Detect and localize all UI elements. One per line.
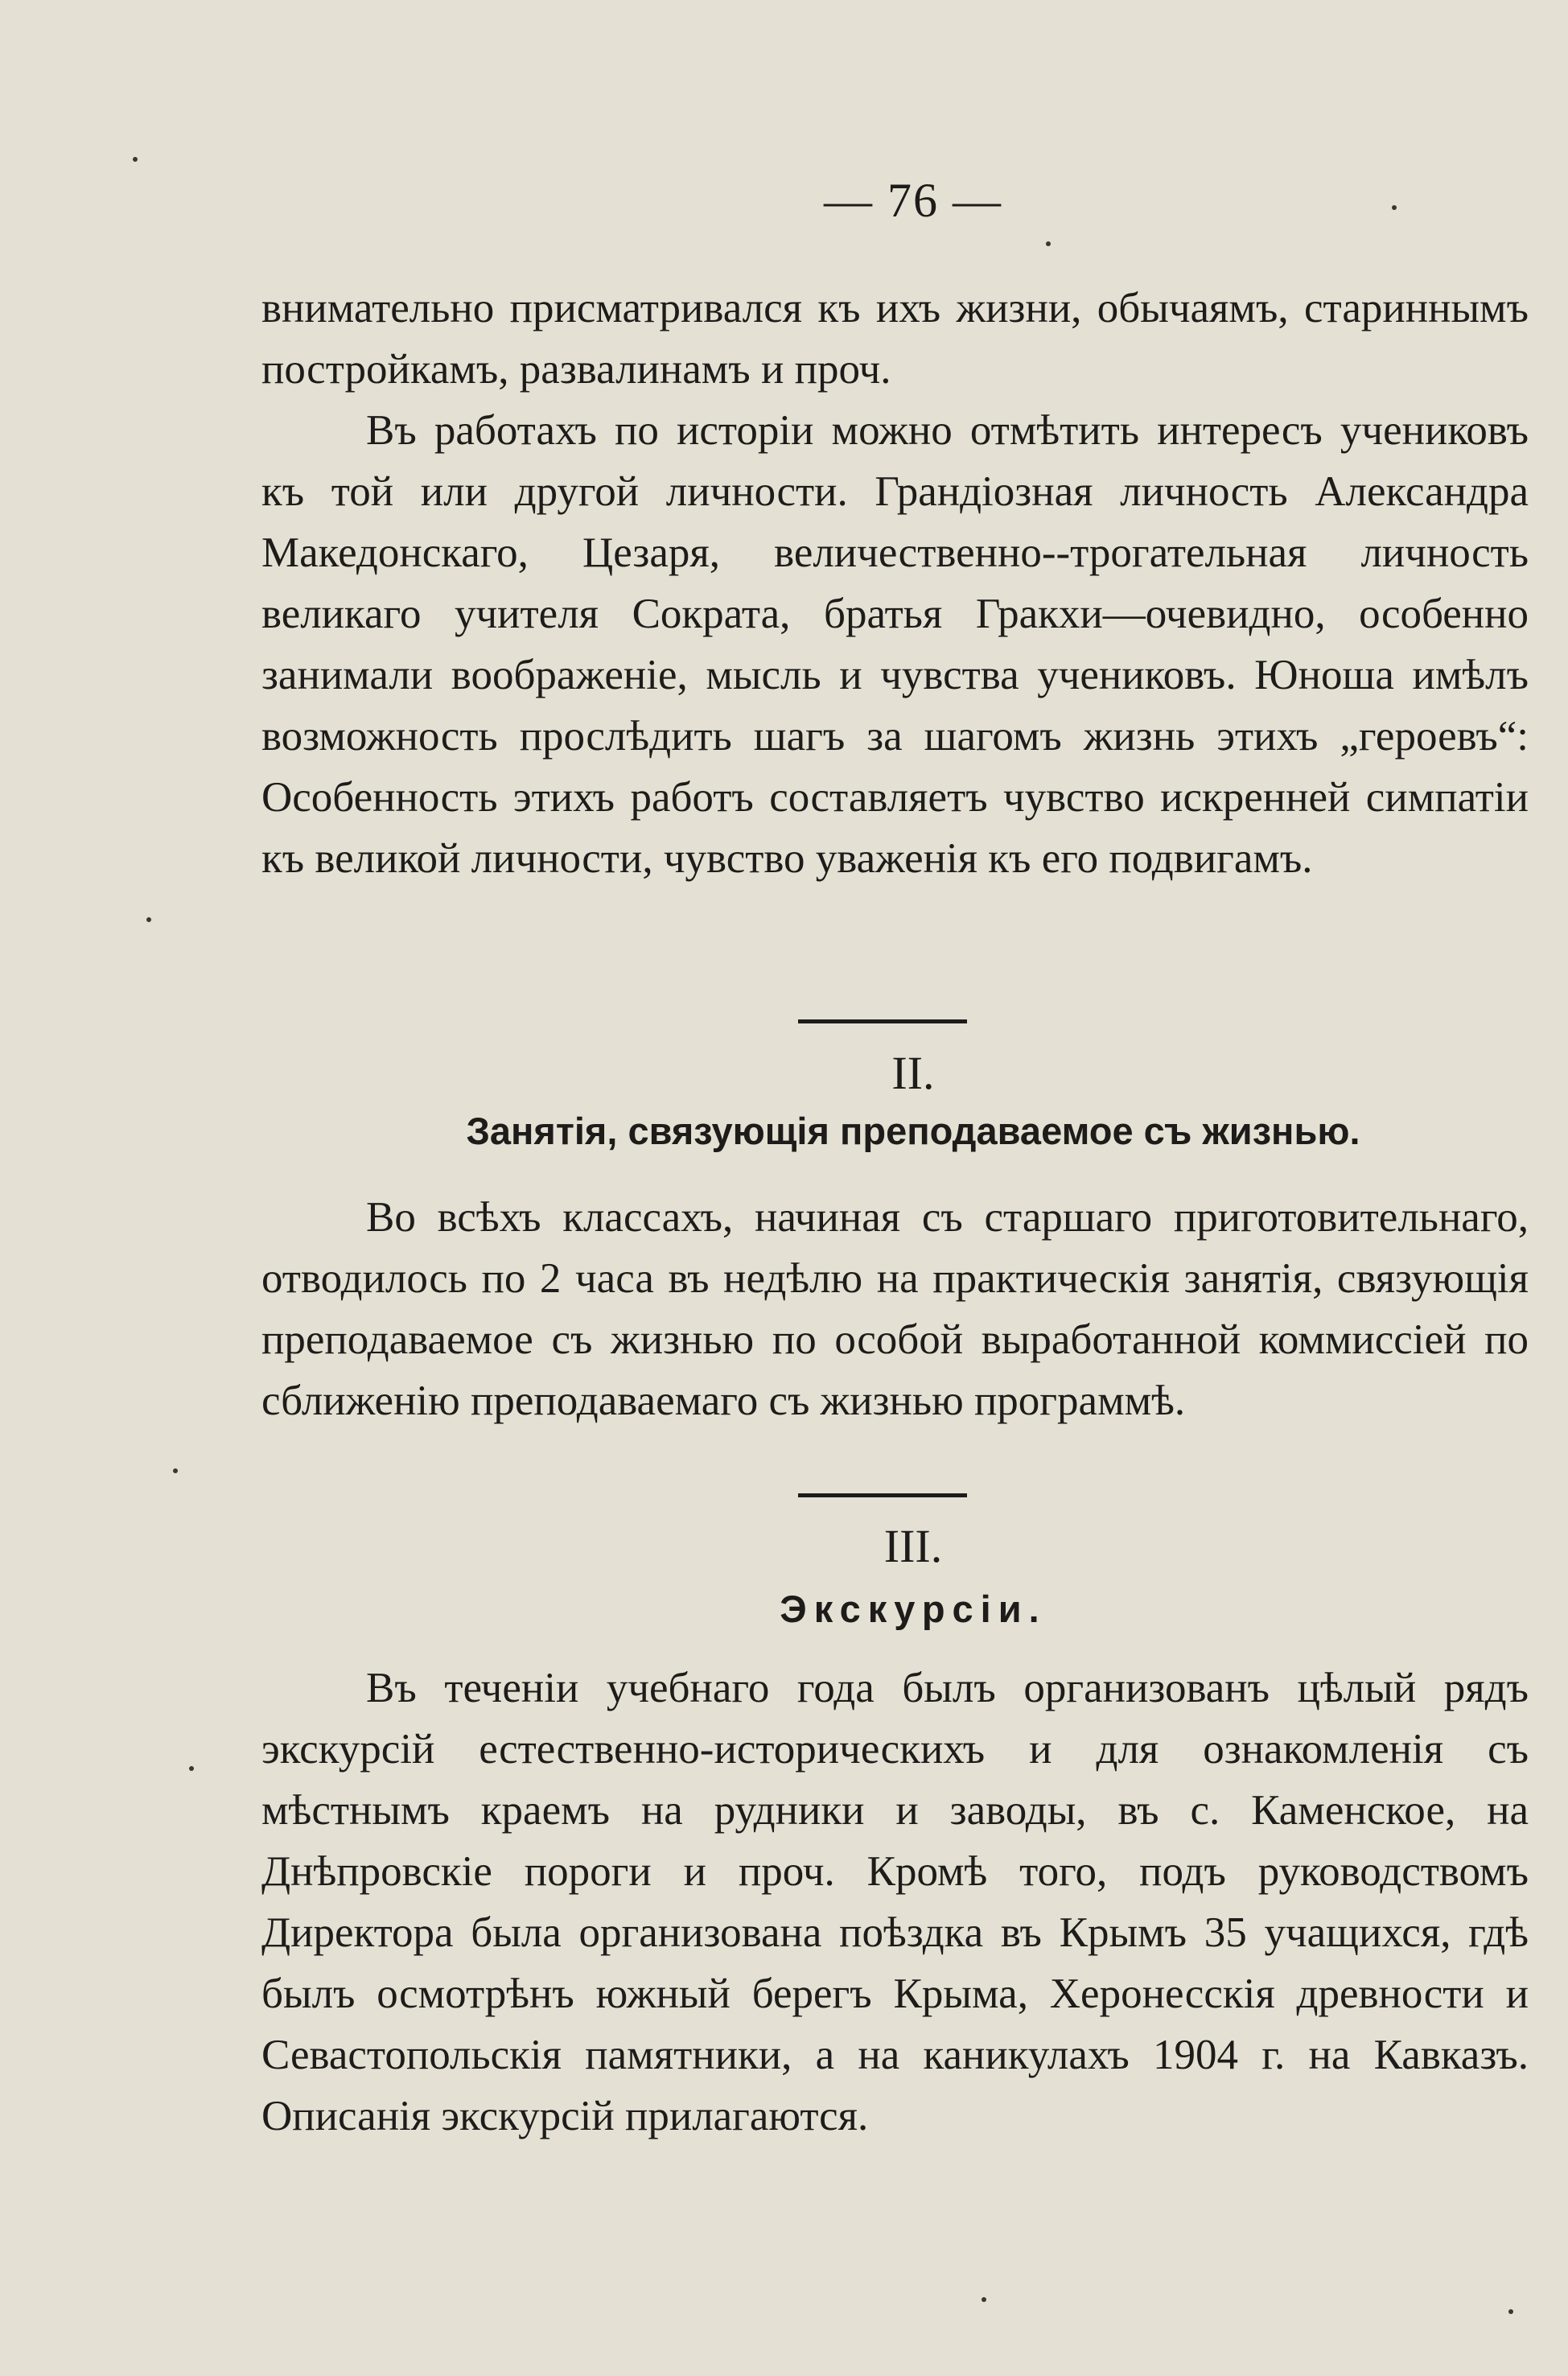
paper-speck (1046, 241, 1051, 246)
paragraph-excursions (261, 1657, 1529, 2147)
paragraph-text: Въ теченіи учебнаго года былъ организованъ цѣлый рядъ экскурсій естественно-историческихъ и для ознакомленія съ мѣстнымъ краемъ на рудники и заводы, въ с. Каменское, на Днѣпровскіе пороги и проч. Кромѣ того, подъ руководствомъ Директора была организована поѣздка въ Крымъ 35 учащихся, гдѣ былъ осмотрѣнъ южный берегъ Крыма, Херонесскія древности и Севастопольскія памятники, а на каникулахъ 1904 г. на Кавказъ. Описанія экскурсій прилагаются. (261, 1665, 1529, 2139)
section-divider (798, 1019, 967, 1023)
page-number: — 76 — (824, 174, 1002, 227)
paragraph-text: внимательно присматривался къ ихъ жизни, обычаямъ, стариннымъ постройкамъ, развалинамъ и проч. (261, 285, 1529, 393)
section-title-three: Экскурсіи. (780, 1587, 1047, 1630)
paragraph-continuation (261, 278, 1529, 400)
paragraph-text: Въ работахъ по исторіи можно отмѣтить интересъ учениковъ къ той или другой личности. Грандіозная личность Александра Македонскаго, Цезаря, величественно--трогательная личность великаго учителя Сократа, братья Гракхи—очевидно, особенно занимали воображеніе, мысль и чувства учениковъ. Юноша имѣлъ возможность прослѣдить шагъ за шагомъ жизнь этихъ „героевъ“: Особенность этихъ работъ составляетъ чувство искренней симпатіи къ великой личности, чувство уваженія къ его подвигамъ. (261, 407, 1529, 882)
section-number-two: II. (891, 1047, 935, 1099)
section-title-two: Занятія, связующія преподаваемое съ жизнью. (466, 1110, 1360, 1152)
paragraph-text: Во всѣхъ классахъ, начиная съ старшаго приготовительнаго, отводилось по 2 часа въ недѣлю на практическія занятія, связующія преподаваемое съ жизнью по особой выработанной коммиссіей по сближенію преподаваемаго съ жизнью программѣ. (261, 1194, 1529, 1424)
paper-speck (1508, 2309, 1513, 2314)
paper-speck (173, 1468, 178, 1473)
paragraph-practical-lessons (261, 1187, 1529, 1431)
paper-speck (189, 1766, 194, 1771)
paper-speck (146, 917, 151, 922)
paper-speck (982, 2297, 986, 2302)
paper-speck (1392, 205, 1397, 210)
section-divider (798, 1493, 967, 1497)
paragraph-history (261, 400, 1529, 889)
paper-speck (133, 157, 138, 162)
section-number-three: III. (883, 1520, 943, 1572)
